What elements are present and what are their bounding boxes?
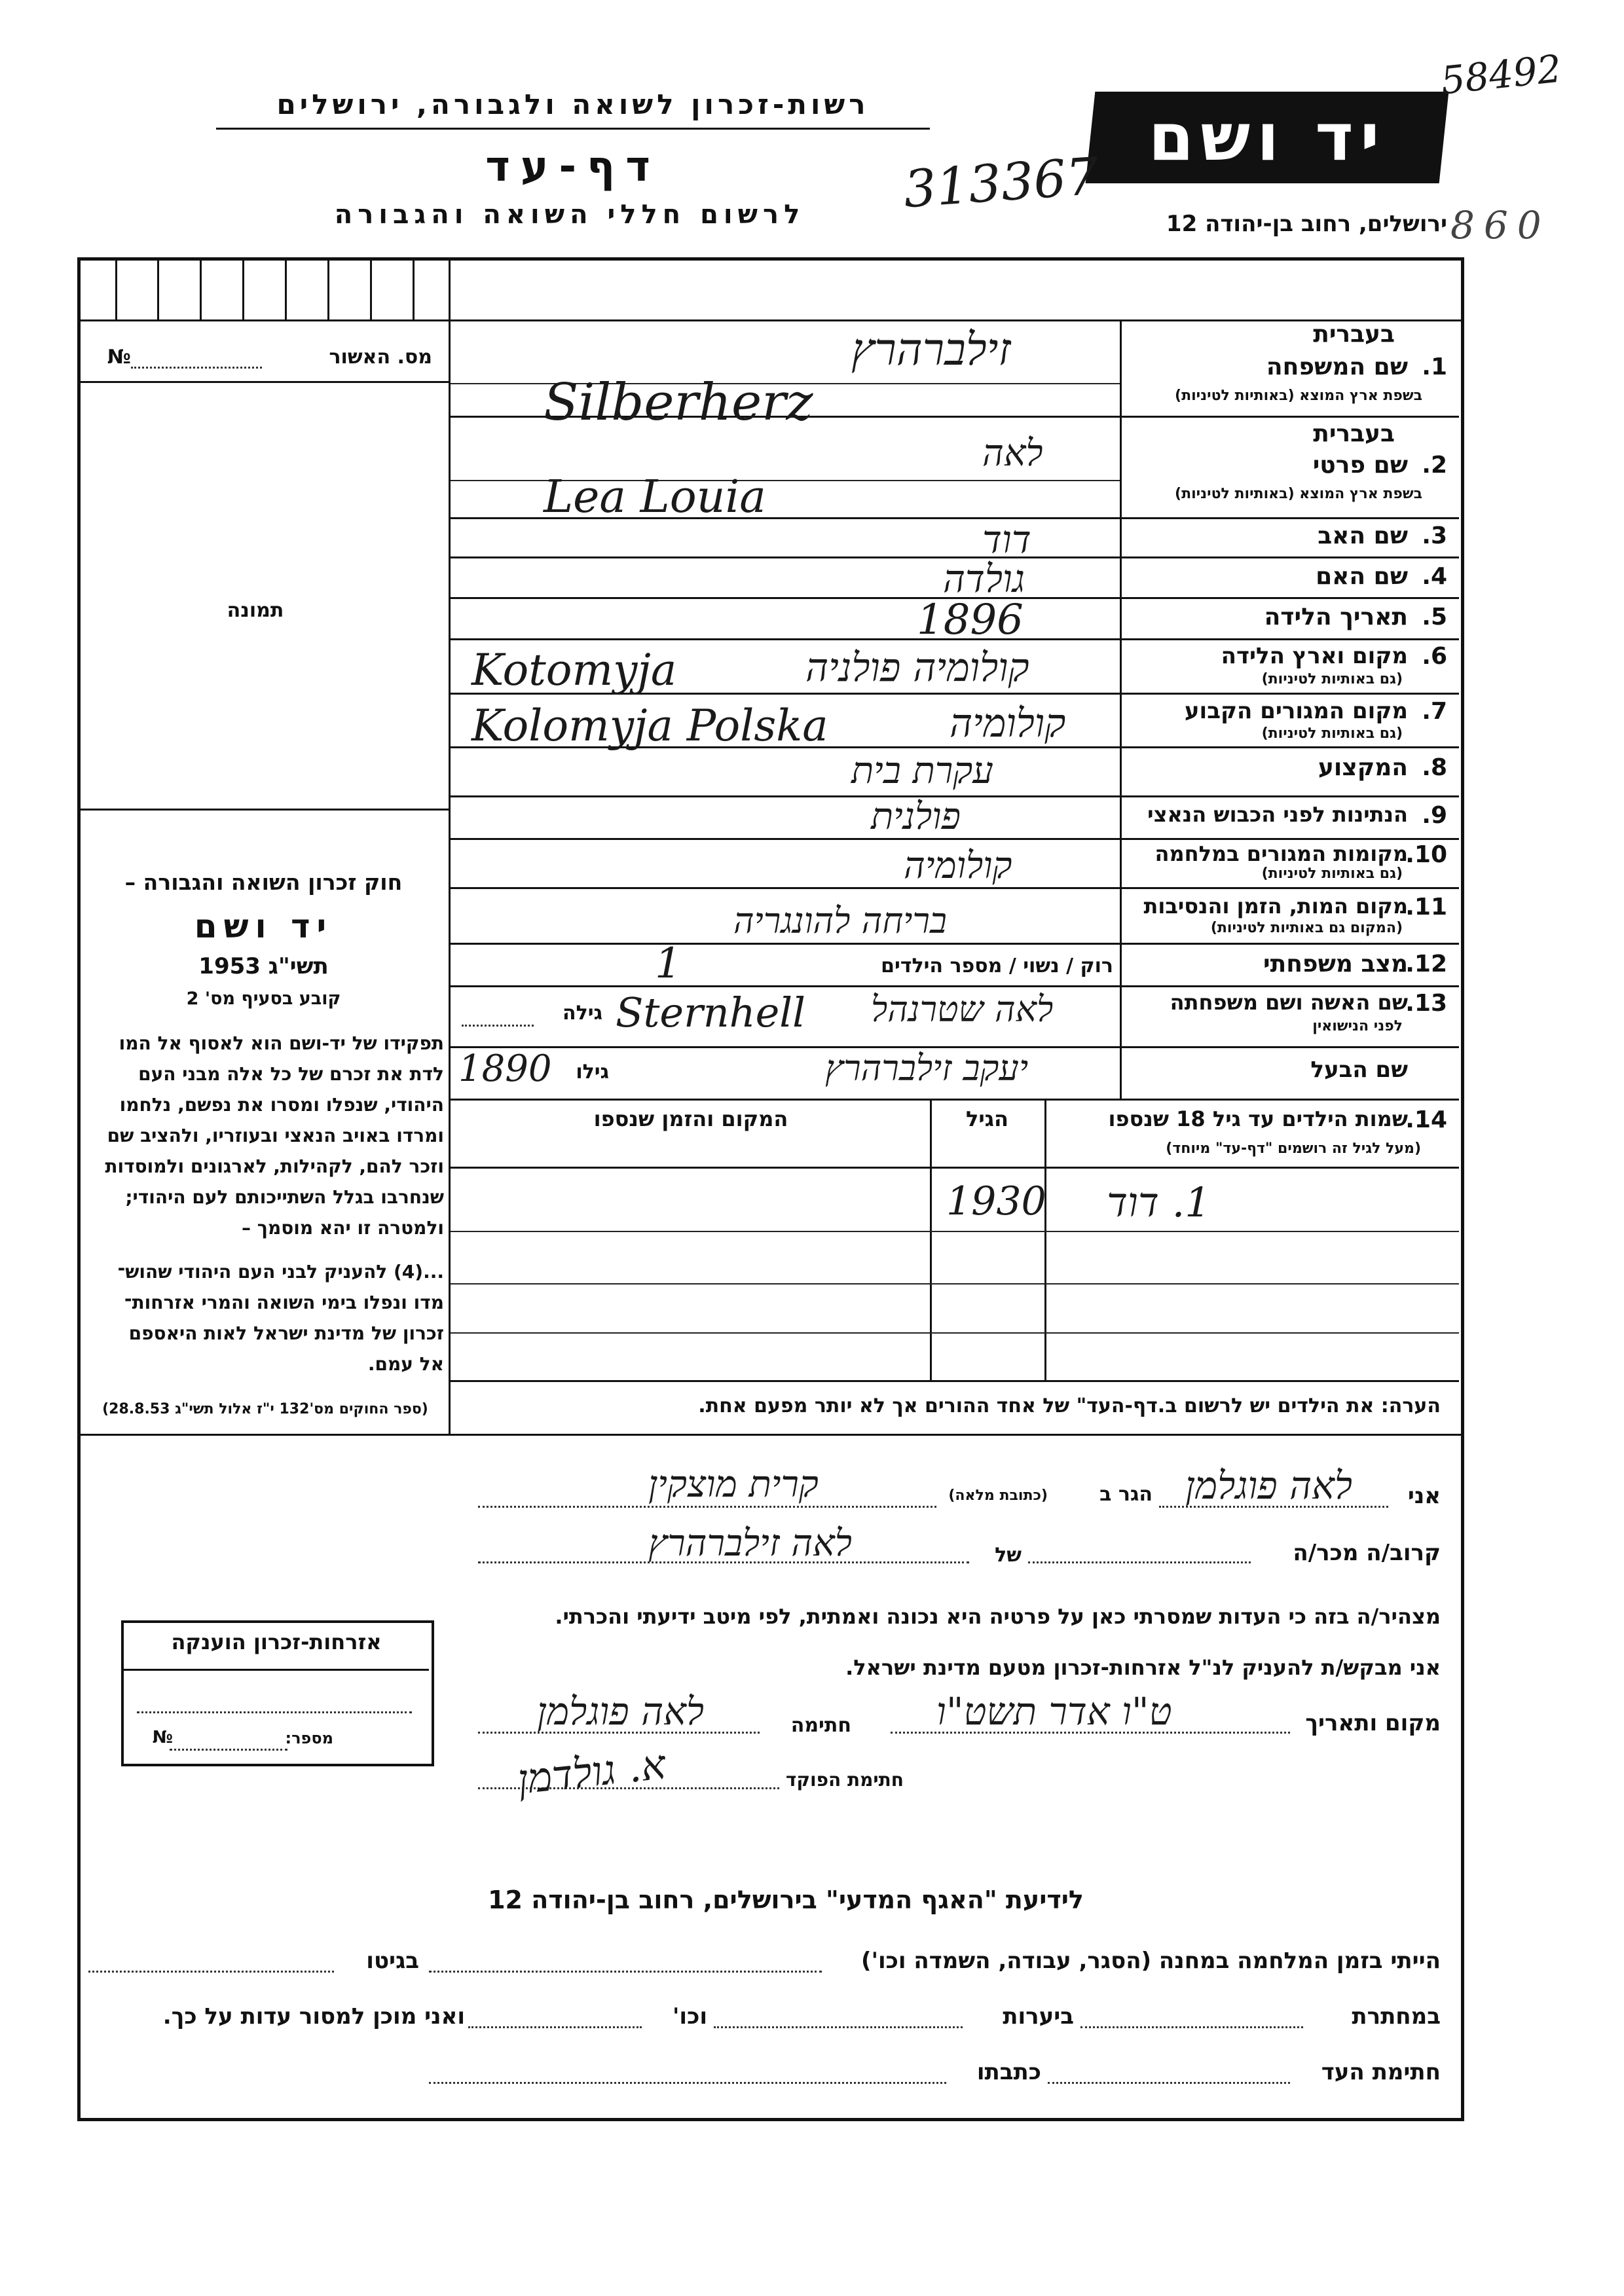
address-text: ירושלים, רחוב בן-יהודה 12: [1166, 211, 1447, 237]
row-line: [451, 838, 1459, 840]
children-subheading: (מעל לגיל זה רושמים "דף-עד" מיוחד): [1166, 1140, 1421, 1157]
child-row-1-age[interactable]: 1930: [946, 1178, 1046, 1224]
law-name: יד ושם: [194, 907, 333, 945]
field-7-value-hebrew[interactable]: קולומיה: [950, 701, 1066, 746]
strip-divider: [115, 257, 117, 319]
citizenship-field-line: [137, 1711, 412, 1713]
declaration-statement: מצהיר/ה בזה כי העדות שמסרתי כאן על פרטיה היא נכונה ואמתית, לפי מיטב ידיעתי והכרתי.: [555, 1604, 1441, 1629]
yad-vashem-logo: [1086, 92, 1449, 183]
field-7-note: (גם באותיות לטיניות): [1261, 725, 1403, 742]
child-row-1-name[interactable]: 1. דוד: [1107, 1178, 1211, 1226]
field-1-value-latin[interactable]: Silberherz: [544, 373, 813, 432]
strip-divider: [327, 257, 329, 319]
remark-text: הערה: את הילדים יש לרשום ב.דף-העד" של אחד ההורים אך לא יותר מפעם אחת.: [698, 1394, 1441, 1417]
field-2-hebrew-tag: בעברית: [1313, 420, 1395, 447]
children-col-age-header: הגיל: [965, 1106, 1009, 1131]
signature-label: חתימה: [790, 1714, 851, 1737]
declaration-relation-value[interactable]: לאה זילברהרץ: [648, 1522, 852, 1565]
label-column-divider: [1120, 319, 1122, 1099]
field-6-num: 6.: [1422, 643, 1447, 670]
strip-divider: [285, 257, 287, 319]
field-9-value[interactable]: פולנית: [871, 795, 961, 838]
photo-label: תמונה: [227, 599, 284, 622]
field-7-label: מקום המגורים הקבוע: [1184, 698, 1408, 724]
strip-divider: [157, 257, 159, 319]
footer-line2-forests-line: [714, 2026, 963, 2028]
field-3-num: 3.: [1422, 522, 1447, 549]
strip-divider: [413, 257, 415, 319]
children-row-line: [451, 1231, 1459, 1232]
field-4-label: שם האם: [1316, 563, 1408, 590]
declaration-resident-line: [478, 1506, 936, 1508]
place-date-label: מקום ותאריך: [1305, 1710, 1441, 1736]
declaration-relation-line: [1028, 1561, 1251, 1563]
field-7-value-latin[interactable]: Kolomyja Polska: [471, 701, 828, 751]
field-12-value[interactable]: 1: [655, 939, 682, 988]
husband-label: שם הבעל: [1310, 1057, 1408, 1083]
field-11-label: מקום המות, הזמן והנסיבות: [1143, 894, 1408, 919]
field-6-value-latin[interactable]: Kotomyja: [471, 645, 677, 695]
field-1-hebrew-tag: בעברית: [1313, 321, 1395, 348]
declaration-i-label: אני: [1407, 1483, 1441, 1509]
children-row-line: [451, 1283, 1459, 1285]
law-text-line: ומרדו באויב הנאצי ובעוזריו, ולהציב שם: [107, 1125, 444, 1146]
field-12-status-options: רוק / נשוי / מספר הילדים: [881, 955, 1113, 977]
strip-divider: [200, 257, 202, 319]
husband-age-value[interactable]: 1890: [458, 1048, 552, 1090]
footer-heading: לידיעת "האגף המדעי" בירושלים, רחוב בן-יהודה 12: [488, 1886, 1084, 1914]
row-line: [451, 985, 1459, 987]
corner-number-top: 58492: [1438, 46, 1564, 103]
strip-divider: [242, 257, 244, 319]
form-title: דף-עד: [485, 143, 661, 191]
citizenship-number-label: מספר:: [285, 1729, 333, 1747]
field-10-label: מקומות המגורים במלחמה: [1154, 841, 1408, 866]
field-8-label: המקצוע: [1318, 754, 1408, 781]
field-12-num: 12.: [1405, 951, 1447, 977]
declaration-resident-value[interactable]: קרית מוצקין: [648, 1463, 819, 1506]
citizenship-number-line: [170, 1749, 287, 1751]
photo-box-bottom: [77, 809, 451, 811]
field-8-num: 8.: [1422, 754, 1447, 781]
field-1-value-hebrew[interactable]: זילברהרץ: [851, 324, 1011, 376]
field-10-value[interactable]: קולומיה: [904, 845, 1012, 887]
field-13-note: לפני הנישואין: [1312, 1018, 1403, 1034]
footer-line1-camp-line: [429, 1971, 822, 1973]
authority-line: רשות-זכרון לשואה ולגבורה, ירושלים: [276, 88, 870, 120]
field-12-label: מצב משפחתי: [1263, 951, 1408, 977]
law-text-line: ולמטרה זו יהא מוסמך –: [242, 1217, 444, 1239]
field-13-num: 13.: [1405, 990, 1447, 1017]
law-text-line: לדת את זכרם של כל אלה מבני העם: [138, 1063, 444, 1085]
authority-underline: [216, 128, 930, 130]
row-line: [451, 1099, 1459, 1101]
field-10-num: 10.: [1405, 841, 1447, 868]
footer-address-line: [429, 2082, 946, 2084]
children-col-divider-name: [1044, 1099, 1046, 1380]
place-date-value[interactable]: ט"ו אדר תשט"ו: [936, 1689, 1172, 1734]
husband-age-label: גילו: [576, 1061, 609, 1084]
footer-line2-underground: במחתרת: [1352, 2003, 1441, 2030]
footer-line2-testimony: ואני מוכן למסור עדות על כך.: [162, 2003, 465, 2030]
field-2-value-hebrew[interactable]: לאה: [982, 432, 1043, 475]
photo-box-top: [77, 381, 451, 383]
children-col-place-header: המקום והזמן שנספו: [593, 1106, 788, 1131]
footer-line2-forests: ביערות: [1003, 2003, 1074, 2030]
law-text-line: שנחרבו בגלל השתייכותם לעם היהודי;: [125, 1186, 444, 1208]
husband-value[interactable]: יעקב זילברהרץ: [825, 1048, 1029, 1089]
law-text-line: אל עמם.: [367, 1353, 444, 1375]
field-6-note: (גם באותיות לטיניות): [1261, 671, 1403, 687]
field-9-num: 9.: [1422, 802, 1447, 829]
footer-line1-camp: הייתי בזמן המלחמה במחנה (הסגר, עבודה, השמדה וכו'): [861, 1948, 1441, 1974]
law-text-line: ...(4) להעניק לבני העם היהודי שהוש־: [117, 1261, 444, 1283]
law-text-line: היהודי, שנפלו ומסרו את נפשם, נלחמו: [119, 1094, 444, 1116]
field-13-age-line[interactable]: [462, 1025, 534, 1027]
citizenship-title-line: [124, 1669, 429, 1671]
field-3-label: שם האב: [1318, 522, 1408, 549]
field-9-label: הנתינות לפני הכבוש הנאצי: [1147, 802, 1408, 827]
declaration-i-value[interactable]: לאה פוגלמן: [1185, 1463, 1353, 1508]
field-3-value[interactable]: דוד: [982, 517, 1031, 562]
field-13-age-label: גילה: [563, 1002, 602, 1025]
footer-line1-ghetto-line: [88, 1971, 334, 1973]
field-2-label: שם פרטי: [1312, 452, 1408, 479]
left-column-divider: [449, 257, 451, 1434]
children-table-bottom: [451, 1380, 1459, 1382]
footer-line2-etc: וכו': [672, 2003, 707, 2030]
law-text-line: מדו ונפלו בימי השואה והמרי אזרחות־: [124, 1292, 444, 1313]
declaration-of-label: של: [995, 1544, 1022, 1567]
field-2-note: בשפת ארץ המוצא (באותיות לטיניות): [1175, 486, 1422, 502]
field-5-value[interactable]: 1896: [917, 596, 1024, 644]
law-year: תשי"ג 1953: [198, 953, 329, 979]
law-clause: קובע בסעיף מס' 2: [186, 989, 341, 1009]
row-line: [451, 943, 1459, 945]
approval-label: מס. האשור: [329, 346, 432, 369]
footer-line1-ghetto: בגיטו: [366, 1948, 419, 1974]
citizenship-number-mark: №: [152, 1728, 173, 1747]
logo-text: יד ושם: [1148, 99, 1386, 175]
footer-line2-etc-line: [468, 2026, 642, 2028]
declaration-relation-label: קרוב/ה מכר/ה: [1293, 1540, 1441, 1566]
field-2-num: 2.: [1422, 452, 1447, 479]
children-heading: שמות הילדים עד גיל 18 שנספו: [1108, 1106, 1408, 1131]
declaration-resident-label: הגר ב: [1099, 1483, 1153, 1506]
field-1-num: 1.: [1422, 354, 1447, 380]
field-11-note: (המקום גם באותיות לטיניות): [1210, 920, 1403, 936]
field-6-value-hebrew[interactable]: קולומיה פולניה: [805, 645, 1029, 691]
field-13-value-hebrew[interactable]: לאה שטרנהל: [871, 989, 1054, 1030]
approval-number-line[interactable]: [131, 367, 262, 369]
approval-no-mark: №: [107, 346, 131, 369]
field-1-note: בשפת ארץ המוצא (באותיות לטיניות): [1175, 388, 1422, 404]
declaration-request: אני מבקש/ת להעניק לנ"ל אזרחות-זכרון מטעם מדינת ישראל.: [845, 1655, 1441, 1680]
field-4-value[interactable]: גולדה: [943, 556, 1025, 601]
citizenship-box: [121, 1620, 434, 1766]
children-col-divider-age: [930, 1099, 932, 1380]
footer-address-label: כתבתו: [976, 2059, 1041, 2085]
law-reference: (ספר החוקים מס'132 י"ז אלול תשי"ג 28.8.53): [102, 1401, 428, 1417]
children-row-line: [451, 1332, 1459, 1334]
field-6-label: מקום וארץ הלידה: [1221, 643, 1408, 669]
field-1-label: שם המשפחה: [1266, 354, 1408, 380]
field-8-value[interactable]: עקרת בית: [851, 750, 993, 792]
handwritten-form-number: 313367: [902, 147, 1101, 220]
remark-bottom-line: [77, 1434, 1461, 1436]
strip-divider: [370, 257, 372, 319]
citizenship-title: אזרחות-זכרון הוענקה: [171, 1630, 382, 1654]
footer-witness-signature-label: חתימת העד: [1321, 2059, 1441, 2085]
form-subtitle: לרשום חללי השואה והגבורה: [334, 200, 805, 230]
law-heading: חוק זכרון השואה והגבורה –: [124, 869, 403, 895]
field-13-value-latin[interactable]: Sternhell: [616, 989, 805, 1036]
field-7-num: 7.: [1422, 698, 1447, 725]
law-text: [84, 1028, 444, 1379]
field-5-label: תאריך הלידה: [1264, 604, 1408, 630]
field-11-value[interactable]: בריחה להונגריה: [733, 900, 947, 941]
field-2-value-latin[interactable]: Lea Louia: [544, 471, 766, 523]
field-13-label: שם האשה ושם משפחתה: [1170, 990, 1408, 1015]
law-text-line: זכרון של מדינת ישראל לאות היאספם: [128, 1322, 444, 1344]
declaration-resident-note: (כתובת מלאה): [948, 1487, 1048, 1504]
footer-witness-signature-line: [1048, 2082, 1290, 2084]
field-4-num: 4.: [1422, 563, 1447, 590]
field-5-num: 5.: [1422, 604, 1447, 630]
children-row-line: [451, 1167, 1459, 1169]
corner-number-side: 860: [1450, 203, 1551, 247]
children-num: 14.: [1405, 1106, 1447, 1133]
row-line: [451, 887, 1459, 889]
footer-line2-underground-line: [1080, 2026, 1303, 2028]
officer-label: חתימת הפוקד: [785, 1769, 904, 1791]
signature-value[interactable]: לאה פוגלמן: [537, 1689, 705, 1734]
field-11-num: 11.: [1405, 894, 1447, 920]
officer-signature[interactable]: א. גולדמן: [515, 1740, 668, 1804]
law-text-line: תפקידו של יד-ושם הוא לאסוף אל המו: [119, 1032, 444, 1054]
law-text-line: וזכר להם, לקהילות, לארגונים ולמוסדות: [105, 1156, 444, 1177]
field-10-note: (גם באותיות לטיניות): [1261, 866, 1403, 882]
